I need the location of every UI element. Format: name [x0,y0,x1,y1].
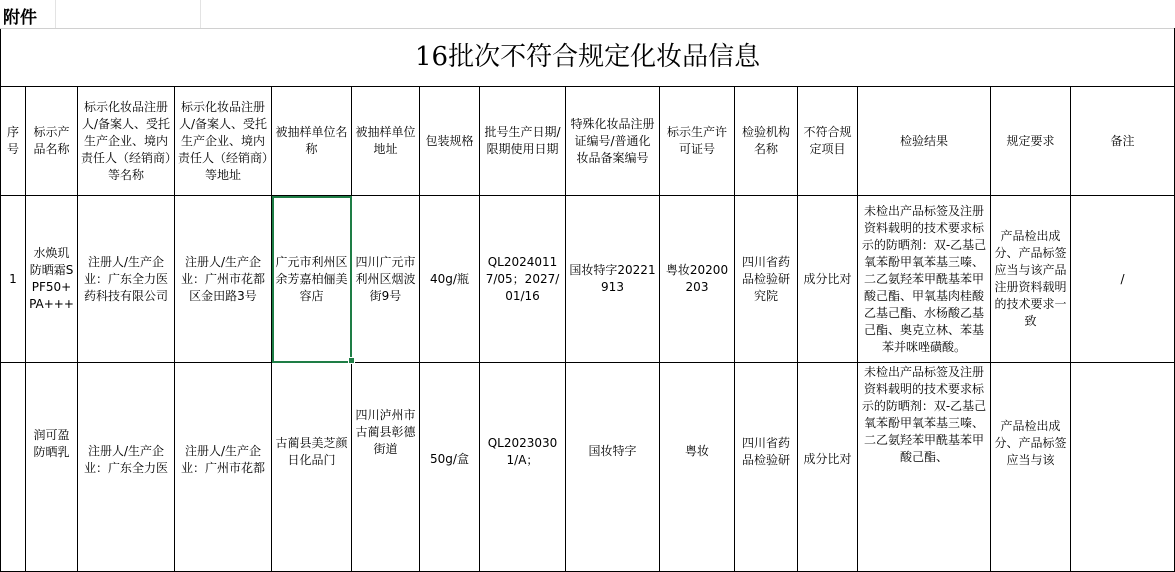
cell-company-address[interactable]: 注册人/生产企业：广州市花都 [175,363,272,572]
cell-company-name[interactable]: 注册人/生产企业：广东全力医药科技有限公司 [78,196,175,363]
header-cell[interactable]: 被抽样单位名称 [272,87,352,196]
cell-requirement[interactable]: 产品检出成分、产品标签应当与该 [991,363,1071,572]
cell-no[interactable]: 1 [1,196,26,363]
top-row [0,0,1166,28]
cell-batch[interactable]: QL20240117/05；2027/01/16 [480,196,566,363]
cell-lab[interactable]: 四川省药品检验研 [735,363,798,572]
header-row [1,87,1175,196]
header-cell[interactable]: 特殊化妆品注册证编号/普通化妆品备案编号 [566,87,660,196]
fill-handle[interactable] [348,357,355,364]
cell-spec[interactable]: 50g/盒 [420,363,480,572]
cell-no[interactable] [1,363,26,572]
cell-license[interactable]: 粤妆20200203 [660,196,735,363]
header-cell[interactable]: 被抽样单位地址 [352,87,420,196]
header-cell[interactable]: 包装规格 [420,87,480,196]
header-cell[interactable]: 序号 [1,87,26,196]
cell-lab[interactable]: 四川省药品检验研究院 [735,196,798,363]
cell-sampled-unit[interactable]: 古蔺县美芝颜日化品门 [272,363,352,572]
cell-remark[interactable] [1071,363,1175,572]
cell-remark[interactable]: / [1071,196,1175,363]
header-cell[interactable]: 规定要求 [991,87,1071,196]
header-cell[interactable]: 备注 [1071,87,1175,196]
cell-sampled-unit-selected[interactable]: 广元市利州区余芳嘉柏俪美容店 [272,196,352,363]
header-cell[interactable]: 检验结果 [858,87,991,196]
attachment-label: 附件 [3,8,37,28]
cell-sampled-address[interactable]: 四川泸州市古蔺县彰德街道 [352,363,420,572]
header-cell[interactable]: 标示产品名称 [26,87,78,196]
cell-product[interactable]: 水焕玑防晒霜SPF50+PA+++ [26,196,78,363]
cell-requirement[interactable]: 产品检出成分、产品标签应当与该产品注册资料载明的技术要求一致 [991,196,1071,363]
cell-batch[interactable]: QL20230301/A； [480,363,566,572]
header-cell[interactable]: 标示化妆品注册人/备案人、受托生产企业、境内责任人（经销商）等地址 [175,87,272,196]
table-row [1,196,1175,363]
cell-item[interactable]: 成分比对 [798,196,858,363]
cell-license[interactable]: 粤妆 [660,363,735,572]
cell-sampled-address[interactable]: 四川广元市利州区烟波街9号 [352,196,420,363]
cell-company-name[interactable]: 注册人/生产企业：广东全力医 [78,363,175,572]
cell-product[interactable]: 润可盈防晒乳 [26,363,78,572]
cell-company-address[interactable]: 注册人/生产企业：广州市花都区金田路3号 [175,196,272,363]
table-row [1,363,1175,572]
cell-result[interactable]: 未检出产品标签及注册资料载明的技术要求标示的防晒剂：双-乙基己氧苯酚甲氧苯基三嗪、二乙氨羟苯甲酰基苯甲酸己酯、甲氧基肉桂酸乙基己酯、水杨酸乙基己酯、奥克立林、苯基苯并咪唑磺酸。 [858,196,991,363]
header-cell[interactable]: 标示生产许可证号 [660,87,735,196]
cell-spec[interactable]: 40g/瓶 [420,196,480,363]
data-table [0,28,1175,572]
header-cell[interactable]: 检验机构名称 [735,87,798,196]
header-cell[interactable]: 批号生产日期/限期使用日期 [480,87,566,196]
cell-result[interactable]: 未检出产品标签及注册资料载明的技术要求标示的防晒剂：双-乙基己氧苯酚甲氧苯基三嗪、二乙氨羟苯甲酰基苯甲酸己酯、 [858,363,991,572]
cell-item[interactable]: 成分比对 [798,363,858,572]
cell-reg-no[interactable]: 国妆特字 [566,363,660,572]
cell-reg-no[interactable]: 国妆特字20221913 [566,196,660,363]
header-cell[interactable]: 标示化妆品注册人/备案人、受托生产企业、境内责任人（经销商）等名称 [78,87,175,196]
table-title[interactable]: 16批次不符合规定化妆品信息 [1,29,1175,87]
header-cell[interactable]: 不符合规定项目 [798,87,858,196]
